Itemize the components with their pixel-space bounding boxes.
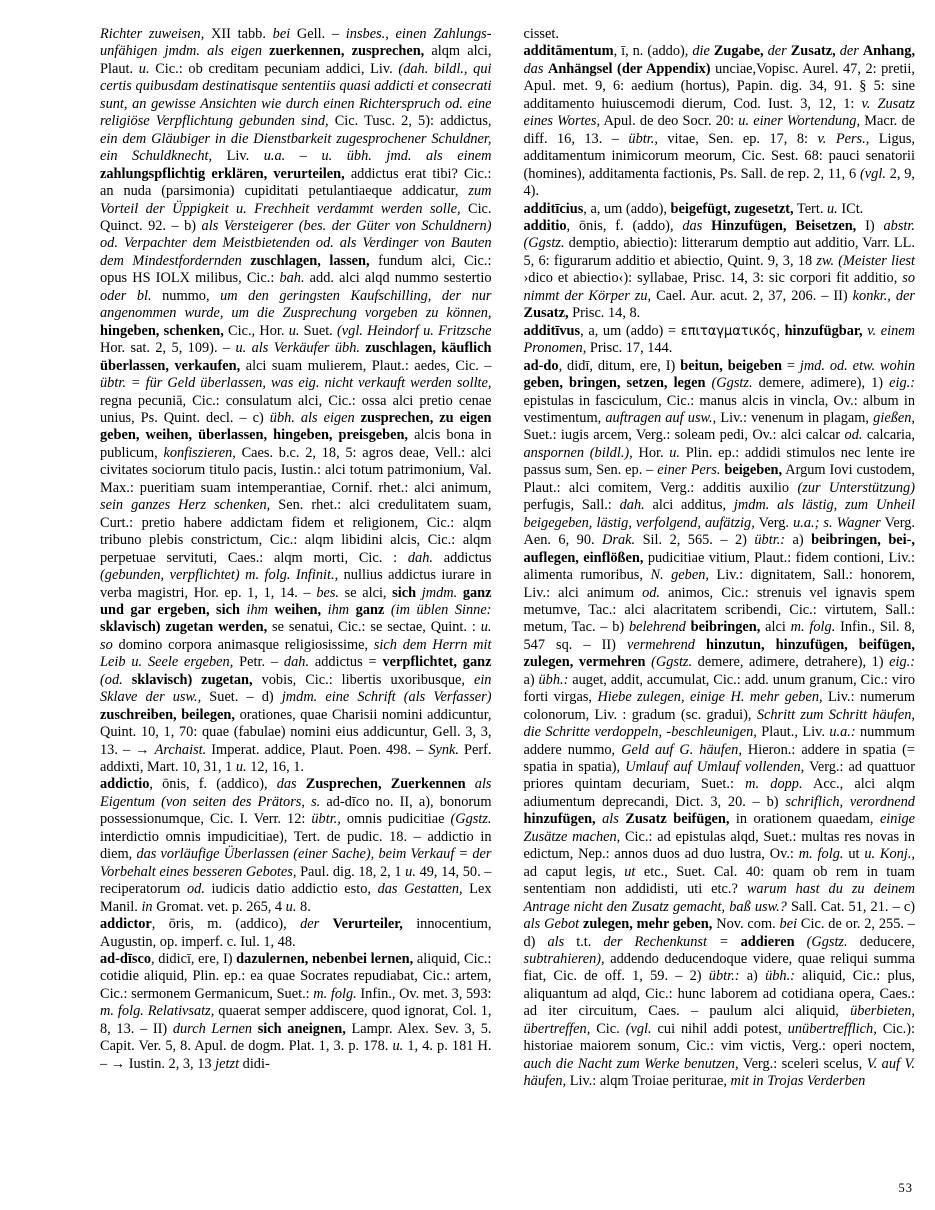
- dictionary-entry: [524, 323, 916, 358]
- entry-body: ad-dīsco, didicī, ere, I) dazulernen, nebenbei lernen, aliquid, Cic.: cotidie aliquid, Plin. ep.: ea quae Socrates repudiabat, Cic.: artem, Cic.: sermonem Germanicum, Suet.: m. folg. Infin., Ov. met. 3, 593: m. folg. Relativsatz, quaerat semper addiscere, quod ignorat, Col. 1, 8, 13. – II) durch Lernen sich aneignen, Lampr. Alex. Sev. 3, 5. Capit. Ver. 5, 8. Apul. de dogm. Plat. 1, 3. p. 178. u. 1, 4. p. 181 H. – → Iustin. 2, 3, 13 jetzt didi-: [100, 951, 492, 1072]
- dictionary-entry: [100, 26, 492, 776]
- page-number: 53: [898, 1181, 913, 1195]
- entry-body: additāmentum, ī, n. (addo), die Zugabe, der Zusatz, der Anhang, das Anhängsel (der Appendix) unciae,Vopisc. Aurel. 47, 2: pretii, Apul. met. 9, 6: aedium (hortus), Papin. dig. 34, 91. § 5: sine additamento huiuscemodi dierum, Cod. Iust. 3, 12, 1: v. Zusatz eines Wortes, Apul. de deo Socr. 20: u. einer Wortendung, Macr. de diff. 16, 13. – übtr., vitae, Sen. ep. 17, 8: v. Pers., Ligus, additamentum inimicorum meorum, Cic. Sest. 68: pauci senatorii (homines), additamenta factionis, Ps. Sall. de rep. 2, 11, 6 (vgl. 2, 9, 4).: [523, 43, 916, 200]
- right-column: [524, 26, 916, 1091]
- entry-body: addictio, ōnis, f. (addico), das Zusprechen, Zuerkennen als Eigentum (von seiten des Prätors, s. ad-dīco no. II, a), bonorum possessionumque, Cic. I. Verr. 12: übtr., omnis pudicitiae (Ggstz. interdictio omnis impudicitiae), Tert. de pudic. 18. – addictio in diem, das vorläufige Überlassen (einer Sache), beim Verkauf = der Vorbehalt eines besseren Gebotes, Paul. dig. 18, 2, 1 u. 49, 14, 50. – reciperatorum od. iudicis datio addictio esto, das Gestatten, Lex Manil. in Gromat. vet. p. 265, 4 u. 8.: [100, 776, 492, 915]
- dictionary-entry: [524, 43, 916, 200]
- left-column: [100, 26, 492, 1073]
- entry-body: additio, ōnis, f. (addo), das Hinzufügen, Beisetzen, I) abstr. (Ggstz. demptio, abiectio): litterarum demptio aut additio, Varr. LL. 5, 6: figurarum additio et abiectio, Quint. 9, 3, 18 zw. (Meister liest ›dico et abiectio‹): syllabae, Prisc. 14, 3: sic corpori fit additio, so nimmt der Körper zu, Cael. Aur. acut. 2, 37, 206. – II) konkr., der Zusatz, Prisc. 14, 8.: [523, 217, 916, 322]
- entry-body: ad-do, didī, ditum, ere, I) beitun, beigeben = jmd. od. etw. wohin geben, bringen, setzen, legen (Ggstz. demere, adimere), 1) eig.: epistulas in fasciculum, Cic.: manus alcis in vincla, Ov.: album in vestimentum, auftragen auf usw., Liv.: venenum in plagam, gießen, Suet.: iugis arcem, Verg.: soleam pedi, Ov.: alci calcar od. calcaria, anspornen (bildl.), Hor. u. Plin. ep.: addidi stimulos nec lente ire passus sum, Sen. ep. – einer Pers. beigeben, Argum Iovi custodem, Plaut.: alci comitem, Verg.: additis auxilio (zur Unterstützung) perfugis, Sall.: dah. alci additus, jmdm. als lästig, zum Unheil beigegeben, lästig, verfolgend, aufätzig, Verg. u.a.; s. Wagner Verg. Aen. 6, 90. Drak. Sil. 2, 565. – 2) übtr.: a) beibringen, bei-, auflegen, einflößen, pudicitiae vitium, Plaut.: fidem contioni, Liv.: alimenta rumoribus, N. geben, Liv.: dignitatem, Sall.: honorem, Liv.: alci animum od. animos, Cic.: strenuis vel ignavis spem metumve, Tac.: alci alacritatem scribendi, Cic.: virtutem, Sall.: metum, Tac. – b) belehrend beibringen, alci m. folg. Infin., Sil. 8, 547 sq. – II) vermehrend hinzutun, hinzufügen, beifügen, zulegen, vermehren (Ggstz. demere, adimere, detrahere), 1) eig.: a) übh.: auget, addit, accumulat, Cic.: add. unum granum, Cic.: viro forti virgas, Hiebe zulegen, einige H. mehr geben, Liv.: numerum colonorum, Liv. : gradum (sc. gradui), Schritt zum Schritt häufen, die Schritte verdoppeln, -beschleunigen, Plaut., Liv. u.a.: nummum addere nummo, Geld auf G. häufen, Hieron.: addere in spatia (= spatia in spatia), Umlauf auf Umlauf vollenden, Verg.: ad quattuor priores quintam decuriam, Suet.: m. dopp. Acc., alci alqm adiumentum deprecandi, Dict. 3, 20. – b) schriflich, verordnend hinzufügen, als Zusatz beifügen, in orationem quaedam, einige Zusätze machen, Cic.: ad epistulas alqd, Suet.: multas res novas in edictum, Nep.: annos duos ad duo lustra, Ov.: m. folg. ut u. Konj., ad caput legis, ut etc., Suet. Cal. 40: quam ob rem in tuam sententiam non addidisti, uti etc.? warum hast du zu deinem Antrage nicht den Zusatz gemacht, baß usw.? Sall. Cat. 51, 21. – c) als Gebot zulegen, mehr geben, Nov. com. bei Cic. de or. 2, 255. – d) als t.t. der Rechenkunst = addieren (Ggstz. deducere, subtrahieren), addendo deducendoque videre, quae reliqui summa fiat, Cic. de off. 1, 59. – 2) übtr.: a) übh.: aliquid, Cic.: plus, aliquantum ad alqd, Cic.: hunc laborem ad cotidiana opera, Caes.: ad iter circuitum, Caes. – paulum alci aliquid, überbieten, übertreffen, Cic. (vgl. cui nihil addi potest, unübertrefflich, Cic.): historiae maiorem sonum, Cic.: vim victis, Verg.: operi noctem, auch die Nacht zum Werke benutzen, Verg.: sceleri scelus, V. auf V. häufen, Liv.: alqm Troiae periturae, mit in Trojas Verderben: [523, 357, 916, 1090]
- entry-body: addictor, ōris, m. (addico), der Verurteiler, innocentium, Augustin, op. imperf. c. Iul. 1, 48.: [100, 916, 492, 950]
- page-columns: [20, 26, 915, 1091]
- entry-body: cisset.: [523, 26, 559, 42]
- entry-body: Richter zuweisen, XII tabb. bei Gell. – insbes., einen Zahlungs-unfähigen jmdm. als eigen zuerkennen, zusprechen, alqm alci, Plaut. u. Cic.: ob creditam pecuniam addici, Liv. (dah. bildl., qui certis quibusdam destinatisque sententiis quasi addicti et consecrati sunt, an gewisse Ansichten wie durch einen Richterspruch od. eine religiöse Verpflichtung gebunden sind, Cic. Tusc. 2, 5): addictus, ein dem Gläubiger in die Dienstbarkeit zugesprochener Schuldner, ein Schuldknecht, Liv. u.a. – u. übh. jmd. als einem zahlungspflichtig erklären, verurteilen, addictus erat tibi? Cic.: an nuda (parsimonia) cupiditati petulantiaeque addicatur, zum Vorteil der Üppigkeit u. Frechheit verdammt werden solle, Cic. Quinct. 92. – b) als Versteigerer (bes. der Güter von Schuldnern) od. Verpachter dem Meistbietenden od. als Verdinger von Bauten dem Mindestfordernden zuschlagen, lassen, fundum alci, Cic.: opus HS IOLX milibus, Cic.: bah. add. alci alqd nummo sestertio oder bl. nummo, um den geringsten Kaufschilling, der nur angenommen wurde, um die Zusprechung vorgeben zu können, hingeben, schenken, Cic., Hor. u. Suet. (vgl. Heindorf u. Fritzsche Hor. sat. 2, 5, 109). – u. als Verkäufer übh. zuschlagen, käuflich überlassen, verkaufen, alci suam mulierem, Plaut.: aedes, Cic. – übtr. = für Geld überlassen, was eig. nicht verkauft werden sollte, regna pecuniā, Cic.: consulatum alci, Cic.: ossa alci pretio cenae unius, Ps. Quint. decl. – c) übh. als eigen zusprechen, zu eigen geben, weihen, überlassen, hingeben, preisgeben, alcis bona in publicum, konfiszieren, Caes. b.c. 2, 18, 5: agros deae, Vell.: alci civitates sociorum titulo pacis, Iustin.: alci totum patrimonium, Val. Max.: pueritiam suam intemperantiae, Cornif. rhet.: alci animum, sein ganzes Herz schenken, Sen. rhet.: alci credulitatem suam, Curt.: pretio habere addictam fidem et religionem, Cic.: alqm tribuno plebis constrictum, Cic.: alqm libidini alcis, Cic.: alqm perpetuae servituti, Caes.: alqm morti, Cic. : dah. addictus (gebunden, verpflichtet) m. folg. Infinit., nullius addictus iurare in verba magistri, Hor. ep. 1, 1, 14. – bes. se alci, sich jmdm. ganz und gar ergeben, sich ihm weihen, ihm ganz (im üblen Sinne: sklavisch) zugetan werden, se senatui, Cic.: se sectae, Quint. : u. so domino corpora animasque religiosissime, sich dem Herrn mit Leib u. Seele ergeben, Petr. – dah. addictus = verpflichtet, ganz (od. sklavisch) zugetan, vobis, Cic.: libertis uxoribusque, ein Sklave der usw., Suet. – d) jmdm. eine Schrift (als Verfasser) zuschreiben, beilegen, orationes, quae Charisii nomini addicuntur, Quint. 10, 1, 70: quae (fabulae) nomini eius addicuntur, Gell. 3, 3, 13. – → Archaist. Imperat. addice, Plaut. Poen. 498. – Synk. Perf. addixti, Mart. 10, 31, 1 u. 12, 16, 1.: [100, 26, 492, 776]
- dictionary-entry: [524, 358, 916, 1091]
- dictionary-entry: [524, 218, 916, 323]
- dictionary-entry: [524, 26, 916, 43]
- entry-body: additīvus, a, um (addo) = επιταγματικός, hinzufügbar, v. einem Pronomen, Prisc. 17, 144.: [523, 322, 915, 357]
- dictionary-entry: [100, 951, 492, 1073]
- dictionary-entry: [524, 201, 916, 218]
- entry-body: additīcius, a, um (addo), beigefügt, zugesetzt, Tert. u. ICt.: [523, 200, 864, 217]
- dictionary-entry: [100, 916, 492, 951]
- dictionary-entry: [100, 776, 492, 916]
